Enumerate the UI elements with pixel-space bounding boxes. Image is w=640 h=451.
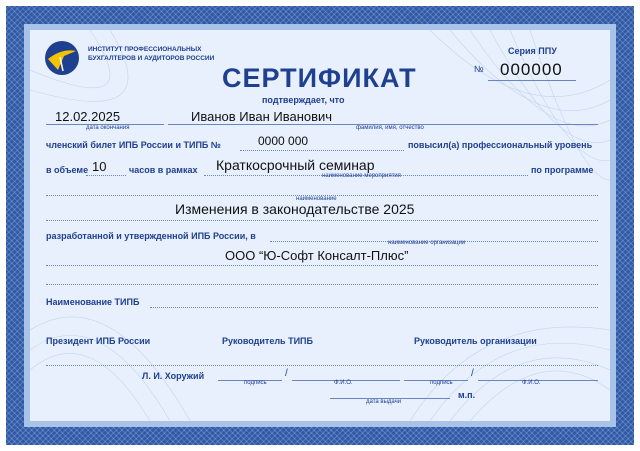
org-signature-caption: подпись [430,380,453,386]
hours-label: часов в рамках [129,165,198,175]
tipb-signature-caption: подпись [244,380,267,386]
member-number-line [240,150,404,151]
subtitle: подтверждает, что [262,95,345,105]
event-caption: наименование мероприятия [322,173,401,179]
org-name: ИНСТИТУТ ПРОФЕССИОНАЛЬНЫХ БУХГАЛТЕРОВ И АУДИТОРОВ РОССИИ [88,46,215,62]
ipb-logo-icon [44,40,80,76]
organization-line [46,265,598,266]
date-end-caption: дата окончания [86,125,130,131]
number-sign: № [474,64,484,74]
president-name: Л. И. Хоружий [142,371,205,381]
date-end-value: 12.02.2025 [55,109,121,124]
tipb-name-label: Наименование ТИПБ [46,297,140,307]
improved-label: повысил(а) профессиональный уровень [408,140,593,150]
hours-line [86,175,126,176]
tipb-name-line [150,307,598,308]
organization-caption: наименование организации [388,240,466,246]
member-label: членский билет ИПБ России и ТИПБ № [46,140,221,150]
developed-label: разработанной и утвержденной ИПБ России, в [46,231,256,241]
head-org-label: Руководитель организации [414,336,537,346]
series-label: Серия ППУ [508,46,557,56]
certificate-title: СЕРТИФИКАТ [222,63,417,93]
event-value: Краткосрочный семинар [216,157,375,173]
signature-line-upper [46,365,598,366]
president-label: Президент ИПБ России [46,336,151,346]
organization-value: ООО “Ю-Софт Консалт-Плюс” [225,248,409,263]
number-line [488,80,576,81]
program-label: по программе [531,165,594,175]
person-name-caption: фамилия, имя, отчество [356,125,424,131]
hours-value: 10 [92,159,107,174]
volume-label: в объеме [46,165,89,175]
org-fio-caption: Ф.И.О. [522,380,541,386]
tipb-slash: / [285,368,288,379]
certificate-number: 000000 [500,60,563,79]
issue-date-caption: дата выдачи [366,399,402,405]
mp-label: м.п. [458,390,476,400]
org-slash: / [471,368,474,379]
program-value: Изменения в законодательстве 2025 [175,201,415,217]
tipb-fio-caption: Ф.И.О. [334,380,353,386]
person-name-value: Иванов Иван Иванович [191,109,333,124]
program-caption: наименование [296,196,337,202]
head-tipb-label: Руководитель ТИПБ [222,336,313,346]
program-line [46,220,598,221]
organization-line-2 [46,284,598,285]
member-number-value: 0000 000 [258,134,309,148]
